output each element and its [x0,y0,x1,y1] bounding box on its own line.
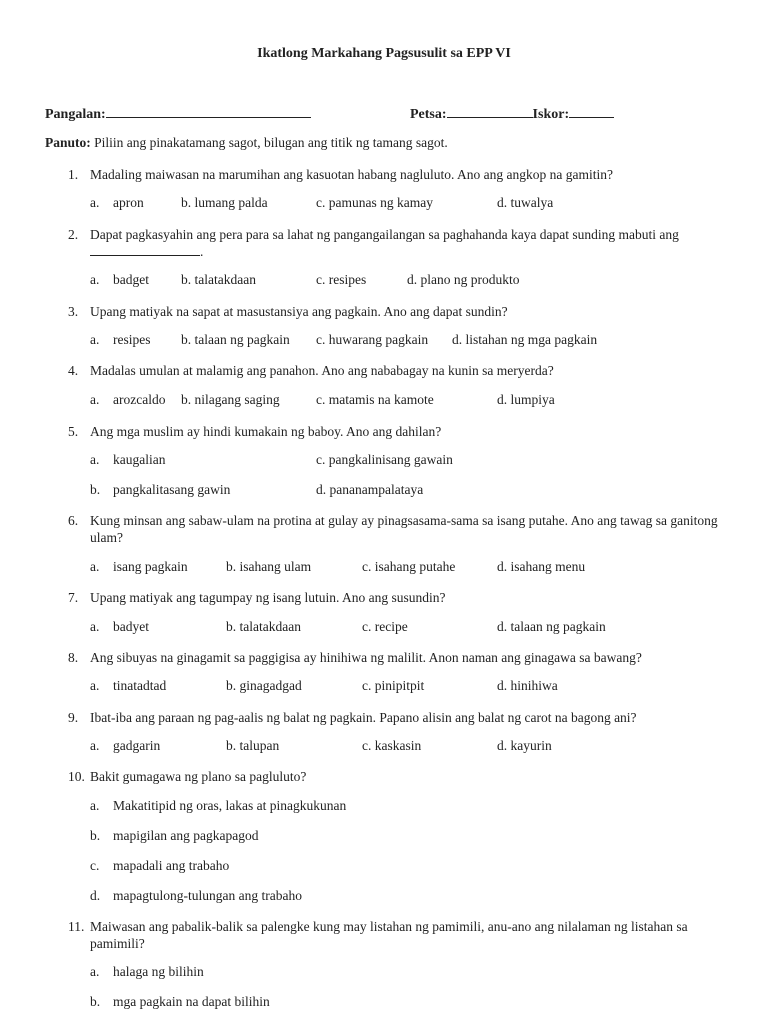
option: b. talupan [226,738,280,753]
option: resipes [113,332,151,347]
question-11 [68,918,728,952]
option: isang pagkain [113,559,188,574]
question-number: 2. [68,227,79,242]
option: b. talatakdaan [226,619,301,634]
score-blank [569,105,614,118]
option: c. pinipitpit [362,678,425,693]
option: d. hinihiwa [497,678,558,693]
option: Makatitipid ng oras, lakas at pinagkukunan [113,798,347,813]
name-label: Pangalan: [45,107,106,122]
question-text: Upang matiyak na sapat at masustansiya ang pagkain. Ano ang dapat sundin? [90,304,508,319]
option: pangkalitasang gawin [113,482,231,497]
question-number: 1. [68,167,79,182]
option: mapigilan ang pagkapagod [113,828,259,843]
option: d. plano ng produkto [407,272,520,287]
option: c. pamunas ng kamay [316,195,433,210]
option: c. kaskasin [362,738,422,753]
option: d. kayurin [497,738,552,753]
option-letter: a. [90,619,100,634]
question-3 [68,303,728,320]
instructions-text: Piliin ang pinakatamang sagot, bilugan ang titik ng tamang sagot. [94,135,448,150]
question-text: Maiwasan ang pabalik-balik sa palengke kung may listahan ng pamimili, anu-ano ang nilalaman ng listahan sa pamimili? [90,919,688,951]
option-letter: a. [90,738,100,753]
option-letter: a. [90,798,100,813]
question-4 [68,362,728,379]
question-8 [68,649,728,666]
option-letter: a. [90,559,100,574]
question-text: Bakit gumagawa ng plano sa pagluluto? [90,769,307,784]
option-letter: a. [90,195,100,210]
question-text: Madalas umulan at malamig ang panahon. Ano ang nababagay na kunin sa meryerda? [90,363,554,378]
option: arozcaldo [113,392,166,407]
option: halaga ng bilihin [113,964,204,979]
name-field [45,105,311,123]
question-6 [68,512,728,546]
option-letter: d. [90,888,101,903]
question-text: Ang mga muslim ay hindi kumakain ng baboy. Ano ang dahilan? [90,424,442,439]
option: c. isahang putahe [362,559,456,574]
option-letter: a. [90,964,100,979]
option-letter: b. [90,828,101,843]
instructions [45,135,448,151]
exam-title: Ikatlong Markahang Pagsusulit sa EPP VI [257,46,511,61]
question-number: 3. [68,304,79,319]
date-score-field [410,105,614,123]
option-letter: b. [90,482,101,497]
option: c. huwarang pagkain [316,332,429,347]
question-number: 5. [68,424,79,439]
answer-blank [90,244,200,256]
option: badget [113,272,149,287]
option: tinatadtad [113,678,167,693]
option: mga pagkain na dapat bilihin [113,994,270,1009]
instructions-label: Panuto: [45,135,91,150]
name-blank [106,105,311,118]
option-letter: a. [90,452,100,467]
option: d. tuwalya [497,195,554,210]
option: d. lumpiya [497,392,555,407]
question-number: 4. [68,363,79,378]
option: d. isahang menu [497,559,586,574]
option: b. lumang palda [181,195,268,210]
option: mapagtulong-tulungan ang trabaho [113,888,302,903]
question-text: Ang sibuyas na ginagamit sa paggigisa ay hinihiwa ng malilit. Anon naman ang ginagawa sa bawang? [90,650,642,665]
option: kaugalian [113,452,166,467]
question-number: 10. [68,769,85,784]
option: b. talatakdaan [181,272,256,287]
question-2 [68,226,728,260]
question-5 [68,423,728,440]
option: d. talaan ng pagkain [497,619,606,634]
question-text: Dapat pagkasyahin ang pera para sa lahat ng pangangailangan sa paghahanda kaya dapat sunding mabuti ang . [90,227,679,259]
question-number: 8. [68,650,79,665]
question-text: Madaling maiwasan na marumihan ang kasuotan habang nagluluto. Ano ang angkop na gamitin? [90,167,613,182]
question-7 [68,589,728,606]
option: d. listahan ng mga pagkain [452,332,598,347]
option-letter: a. [90,678,100,693]
option: b. isahang ulam [226,559,312,574]
option: gadgarin [113,738,161,753]
question-number: 9. [68,710,79,725]
option: c. resipes [316,272,367,287]
option: c. recipe [362,619,408,634]
option: c. pangkalinisang gawain [316,452,453,467]
question-text: Kung minsan ang sabaw-ulam na protina at gulay ay pinagsasama-sama sa isang putahe. Ano ang tawag sa ganitong ulam? [90,513,718,545]
question-10 [68,768,728,785]
question-text: Upang matiyak ang tagumpay ng isang lutuin. Ano ang susundin? [90,590,446,605]
option-letter: a. [90,332,100,347]
question-1 [68,166,728,183]
option: d. pananampalataya [316,482,424,497]
option: c. matamis na kamote [316,392,434,407]
option-letter: b. [90,994,101,1009]
question-text: Ibat-iba ang paraan ng pag-aalis ng balat ng pagkain. Papano alisin ang balat ng carot na bagong ani? [90,710,637,725]
question-number: 7. [68,590,79,605]
option-letter: c. [90,858,100,873]
question-number: 6. [68,513,79,528]
option: b. ginagadgad [226,678,302,693]
option: b. talaan ng pagkain [181,332,290,347]
option: apron [113,195,144,210]
question-number: 11. [68,919,85,934]
option: mapadali ang trabaho [113,858,230,873]
option: b. nilagang saging [181,392,280,407]
date-blank [447,105,533,118]
question-9 [68,709,728,726]
option-letter: a. [90,392,100,407]
score-label: Iskor: [532,107,570,122]
option-letter: a. [90,272,100,287]
date-label: Petsa: [410,107,447,122]
option: badyet [113,619,149,634]
